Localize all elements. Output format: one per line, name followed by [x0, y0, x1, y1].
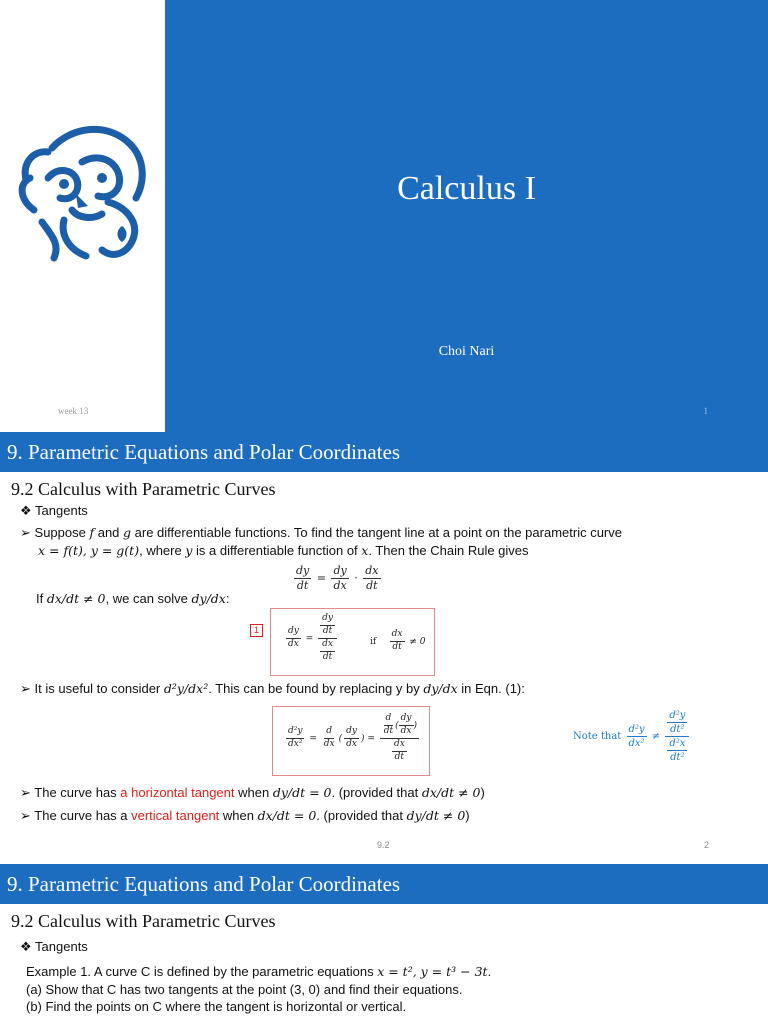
math-run: f [89, 525, 95, 540]
text-run: is a differentiable function of [192, 543, 362, 558]
arrow-bullet-icon: ➢ [20, 525, 31, 540]
horizontal-tangent-line [20, 785, 485, 801]
equation-number: 1 [250, 624, 263, 637]
bullet-label: Tangents [35, 503, 88, 518]
vertical-tangent-line [20, 808, 470, 824]
text-run: It is useful to consider [34, 681, 164, 696]
math-run: dx/dt ≠ 0 [46, 591, 106, 606]
text-run: ) [480, 785, 485, 800]
text-run: and [94, 525, 124, 540]
arrow-bullet-icon: ➢ [20, 785, 31, 800]
example-part-a: (a) Show that C has two tangents at the point (3, 0) and find their equations. [26, 982, 463, 997]
highlight-run: a horizontal tangent [120, 785, 235, 800]
text-run: . This can be found by replacing y by [208, 681, 424, 696]
slide-heading: 9. Parametric Equations and Polar Coordinates [7, 872, 401, 896]
math-run: x [361, 543, 369, 558]
example-part-b: (b) Find the points on C where the tangent is horizontal or vertical. [26, 999, 407, 1014]
text-run: ) [465, 808, 470, 823]
title-panel [165, 0, 768, 432]
equation-1: $\frac{dy}{dx}$ = $\frac{\frac{dy}{dt}}{\frac{dx}{dt}}$ [284, 614, 339, 663]
text-run: Suppose [34, 525, 90, 540]
arrow-bullet-icon: ➢ [20, 681, 31, 696]
text-run: If [36, 591, 47, 606]
arrow-bullet-icon: ➢ [20, 808, 31, 823]
footer-section: 9.2 [377, 840, 390, 850]
page-number: 2 [704, 840, 710, 850]
bullet-tangents [20, 939, 88, 955]
author-name: Choi Nari [438, 344, 495, 359]
math-run: g [123, 525, 132, 540]
diamond-bullet-icon: ❖ [20, 939, 32, 954]
text-run: The curve has a [34, 808, 132, 823]
text-run: . Then the Chain Rule gives [368, 543, 529, 558]
week-label: week 13 [58, 406, 89, 416]
text-run: . [487, 964, 492, 979]
note-equation: Note that $\frac{\text{d²y}}{\text{dx²}}$ ≠ $\frac{\frac{\text{d²y}}{\text{dt²}}}{\frac{\text{d²x}}{\text{dt²}}}$ [573, 710, 691, 763]
text-run: Example 1. A curve C is defined by the parametric equations [26, 964, 378, 979]
highlight-run: vertical tangent [131, 808, 220, 823]
math-run: dx/dt = 0 [257, 808, 317, 823]
slide-heading: 9. Parametric Equations and Polar Coordinates [7, 440, 401, 464]
condition-label: if [370, 636, 377, 647]
example-1-text [26, 964, 491, 979]
text-run: when [219, 808, 258, 823]
math-run: dy/dx [191, 591, 226, 606]
math-run: d²y/dx² [163, 681, 209, 696]
paragraph-2 [20, 681, 525, 697]
math-run: x = t², y = t³ − 3t [377, 964, 488, 979]
math-run: dy/dx [423, 681, 458, 696]
chain-rule-equation: $\frac{dy}{dt}$ = $\frac{dy}{dx}$ · $\frac{dx}{dt}$ [296, 564, 379, 593]
slide-3 [0, 864, 768, 1024]
page-number: 1 [703, 406, 708, 416]
heading-bar [0, 864, 768, 904]
heading-bar [0, 432, 768, 472]
bullet-label: Tangents [35, 939, 88, 954]
text-run: . (provided that [331, 785, 422, 800]
text-run: when [234, 785, 273, 800]
text-run: : [225, 591, 230, 606]
math-run: dy/dt = 0 [272, 785, 332, 800]
tiger-logo-icon [12, 118, 154, 266]
math-run: dx/dt ≠ 0 [421, 785, 481, 800]
subheading: 9.2 Calculus with Parametric Curves [11, 911, 276, 931]
bullet-tangents [20, 503, 88, 519]
math-run: x = f(t), y = g(t) [38, 543, 140, 558]
text-run: The curve has [34, 785, 121, 800]
math-run: y [185, 543, 193, 558]
math-run: dy/dt ≠ 0 [406, 808, 466, 823]
text-run: in Eqn. (1): [457, 681, 525, 696]
text-run: , where [139, 543, 186, 558]
note-label: Note that [573, 731, 622, 742]
equation-1-condition: if $\frac{dx}{dt}$ ≠ 0 [370, 629, 426, 652]
title-slide [0, 0, 768, 432]
text-run: , we can solve [105, 591, 192, 606]
if-condition-text [36, 591, 229, 606]
slide-2 [0, 432, 768, 864]
course-title: Calculus I [397, 170, 536, 207]
second-derivative-equation: $\frac{\text{d²y}}{\text{dx²}}$ = $\frac{d}{dx}$ ( $\frac{dy}{dx}$ ) = $\frac{d}{dt}$ ( $\frac{dy}{dx}$ ) $\frac{dx}{dt}$ [288, 713, 418, 762]
text-run: . (provided that [316, 808, 407, 823]
diamond-bullet-icon: ❖ [20, 503, 32, 518]
text-run: are differentiable functions. To find the tangent line at a point on the parametric curve [131, 525, 622, 540]
paragraph-1-cont [38, 543, 529, 558]
subheading: 9.2 Calculus with Parametric Curves [11, 479, 276, 499]
paragraph-1 [20, 525, 622, 541]
